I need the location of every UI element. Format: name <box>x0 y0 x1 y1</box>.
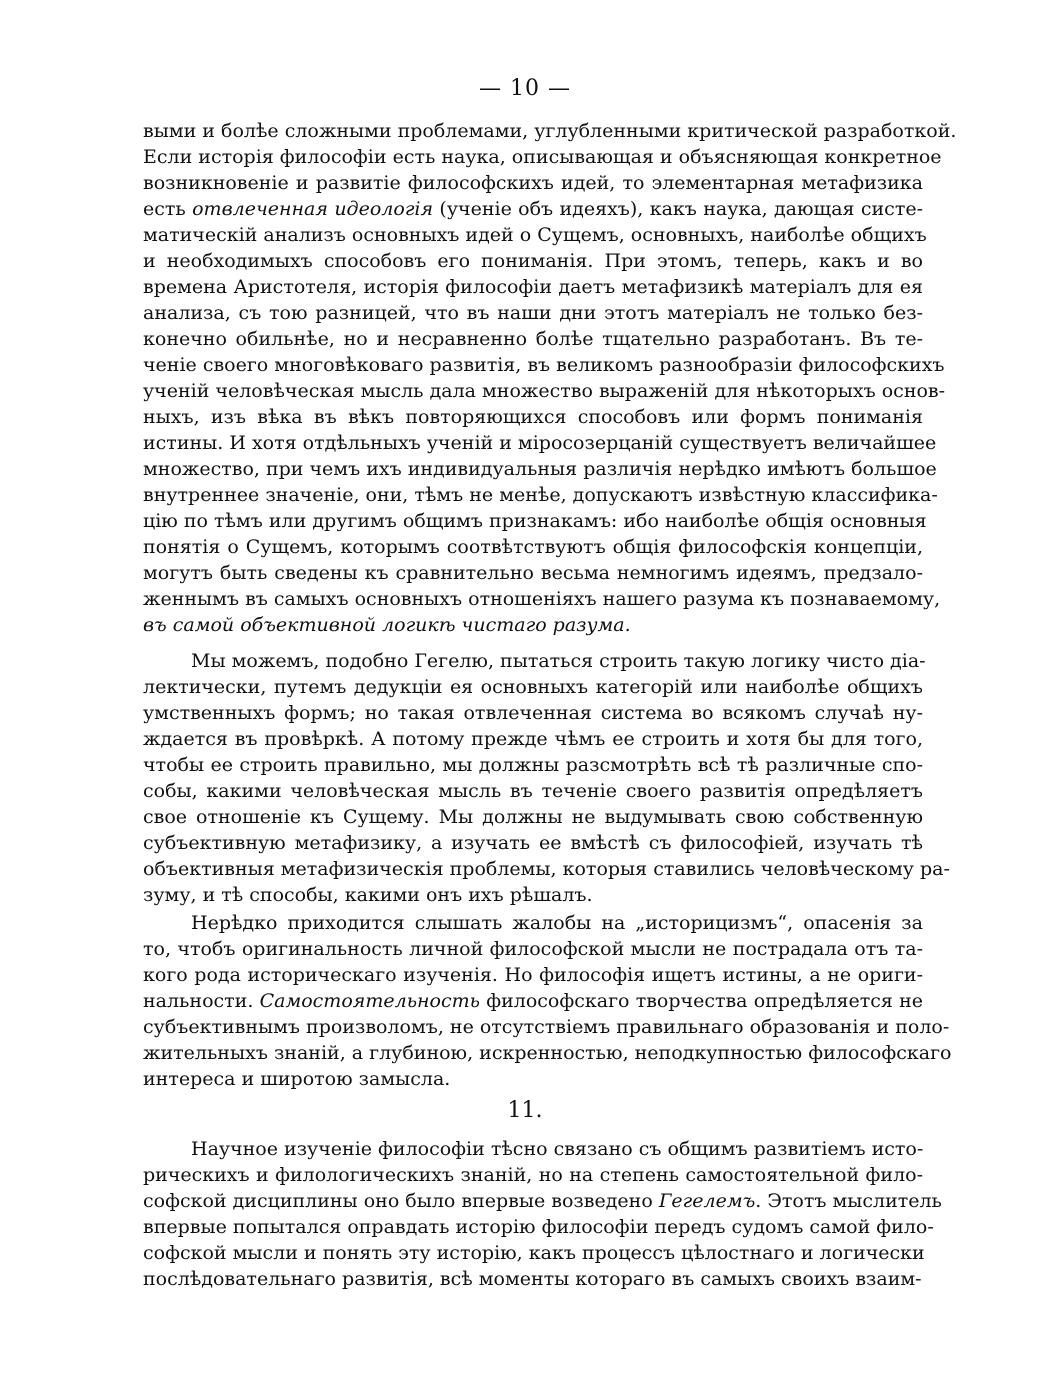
text-line: цію по тѣмъ или другимъ общимъ признакамъ: ибо наиболѣе общія основныя <box>143 510 927 532</box>
text-line: ныхъ, изъ вѣка въ вѣкъ повторяющихся способовъ или формъ пониманія <box>143 406 923 428</box>
text-line: Если исторія философіи есть наука, описывающая и объясняющая конкретное <box>143 146 942 168</box>
text-line: есть отвлеченная идеологія (ученіе объ идеяхъ), какъ наука, дающая систе- <box>143 198 923 220</box>
text-line: времена Аристотеля, исторія философіи даетъ метафизикѣ матеріалъ для ея <box>143 276 923 298</box>
text-line: истины. И хотя отдѣльныхъ ученій и міросозерцаній существуетъ величайшее <box>143 432 937 454</box>
text-line: возникновеніе и развитіе философскихъ идей, то элементарная метафизика <box>143 172 923 194</box>
text-line: лектически, путемъ дедукціи ея основныхъ категорій или наиболѣе общихъ <box>143 676 923 698</box>
text-line: зуму, и тѣ способы, какими онъ ихъ рѣшалъ. <box>143 884 593 906</box>
emphasized-term: отвлеченная идеологія <box>192 198 434 220</box>
text-line: множество, при чемъ ихъ индивидуальныя различія нерѣдко имѣютъ большое <box>143 458 937 480</box>
text-line: въ самой объективной логикѣ чистаго разума. <box>143 614 631 636</box>
paragraph-3 <box>143 910 952 1092</box>
emphasized-term: Гегелемъ <box>658 1190 756 1212</box>
text-line: и необходимыхъ способовъ его пониманія. При этомъ, теперь, какъ и во <box>143 250 923 272</box>
text-line: интереса и широтою замысла. <box>143 1068 451 1090</box>
text-line: субъективную метафизику, а изучать ее вмѣстѣ съ философіей, изучать тѣ <box>143 832 923 854</box>
text-line: кого рода историческаго изученія. Но философія ищетъ истины, а не ориги- <box>143 964 923 986</box>
text-line: ждается въ провѣркѣ. А потому прежде чѣмъ ее строить и хотя бы для того, <box>143 728 923 750</box>
text-line: то, чтобъ оригинальность личной философской мысли не пострадала отъ та- <box>143 938 923 960</box>
text-line: выми и болѣе сложными проблемами, углубленными критической разработкой. <box>143 120 957 142</box>
text-line: ученій человѣческая мысль дала множество выраженій для нѣкоторыхъ основ- <box>143 380 946 402</box>
text-line: женнымъ въ самыхъ основныхъ отношеніяхъ нашего разума къ познаваемому, <box>143 588 941 610</box>
text-line: нальности. Самостоятельность философскаго творчества опредѣляется не <box>143 990 923 1012</box>
text-line: собы, какими человѣческая мысль въ теченіе своего развитія опредѣляетъ <box>143 780 923 802</box>
text-line: Мы можемъ, подобно Гегелю, пытаться строить такую логику чисто діа- <box>191 650 926 672</box>
text-line: Научное изученіе философіи тѣсно связано съ общимъ развитіемъ исто- <box>191 1138 924 1160</box>
text-line: софской мысли и понять эту исторію, какъ процессъ цѣлостнаго и логически <box>143 1242 925 1264</box>
text-line: анализа, съ тою разницей, что въ наши дни этотъ матеріалъ не только без- <box>143 302 923 324</box>
text-line: свое отношеніе къ Сущему. Мы должны не выдумывать свою собственную <box>143 806 923 828</box>
text-line: понятія о Сущемъ, которымъ соотвѣтствуютъ общія философскія концепціи, <box>143 536 923 558</box>
emphasized-term: Самостоятельность <box>259 990 481 1012</box>
paragraph-4 <box>143 1136 942 1292</box>
section-number: 11. <box>507 1098 543 1123</box>
text-line: внутреннее значеніе, они, тѣмъ не менѣе, допускаютъ извѣстную классифика- <box>143 484 938 506</box>
text-line: впервые попытался оправдать исторію философіи передъ судомъ самой фило- <box>143 1216 934 1238</box>
text-line: субъективнымъ произволомъ, не отсутствіемъ правильнаго образованія и поло- <box>143 1016 950 1038</box>
text-line: чтобы ее строить правильно, мы должны разсмотрѣть всѣ тѣ различные спо- <box>143 754 923 776</box>
text-line: рическихъ и филологическихъ знаній, но на степень самостоятельной фило- <box>143 1164 923 1186</box>
text-line: ченіе своего многовѣковаго развитія, въ великомъ разнообразіи философскихъ <box>143 354 945 376</box>
page-number: — 10 — <box>479 76 571 101</box>
text-line: объективныя метафизическія проблемы, которыя ставились человѣческому ра- <box>143 858 950 880</box>
text-line: умственныхъ формъ; но такая отвлеченная система во всякомъ случаѣ ну- <box>143 702 923 724</box>
paragraph-1 <box>143 118 957 638</box>
text-line: конечно обильнѣе, но и несравненно болѣе тщательно разработанъ. Въ те- <box>143 328 923 350</box>
text-line: послѣдовательнаго развитія, всѣ моменты котораго въ самыхъ своихъ взаим- <box>143 1268 922 1290</box>
text-line: матическій анализъ основныхъ идей о Сущемъ, основныхъ, наиболѣе общихъ <box>143 224 927 246</box>
text-line: Нерѣдко приходится слышать жалобы на „историцизмъ“, опасенія за <box>191 912 923 934</box>
paragraph-2 <box>143 648 950 908</box>
text-line: софской дисциплины оно было впервые возведено Гегелемъ. Этотъ мыслитель <box>143 1190 942 1212</box>
text-line: жительныхъ знаній, а глубиною, искренностью, неподкупностью философскаго <box>143 1042 952 1064</box>
text-line: могутъ быть сведены къ сравнительно весьма немногимъ идеямъ, предзало- <box>143 562 923 584</box>
